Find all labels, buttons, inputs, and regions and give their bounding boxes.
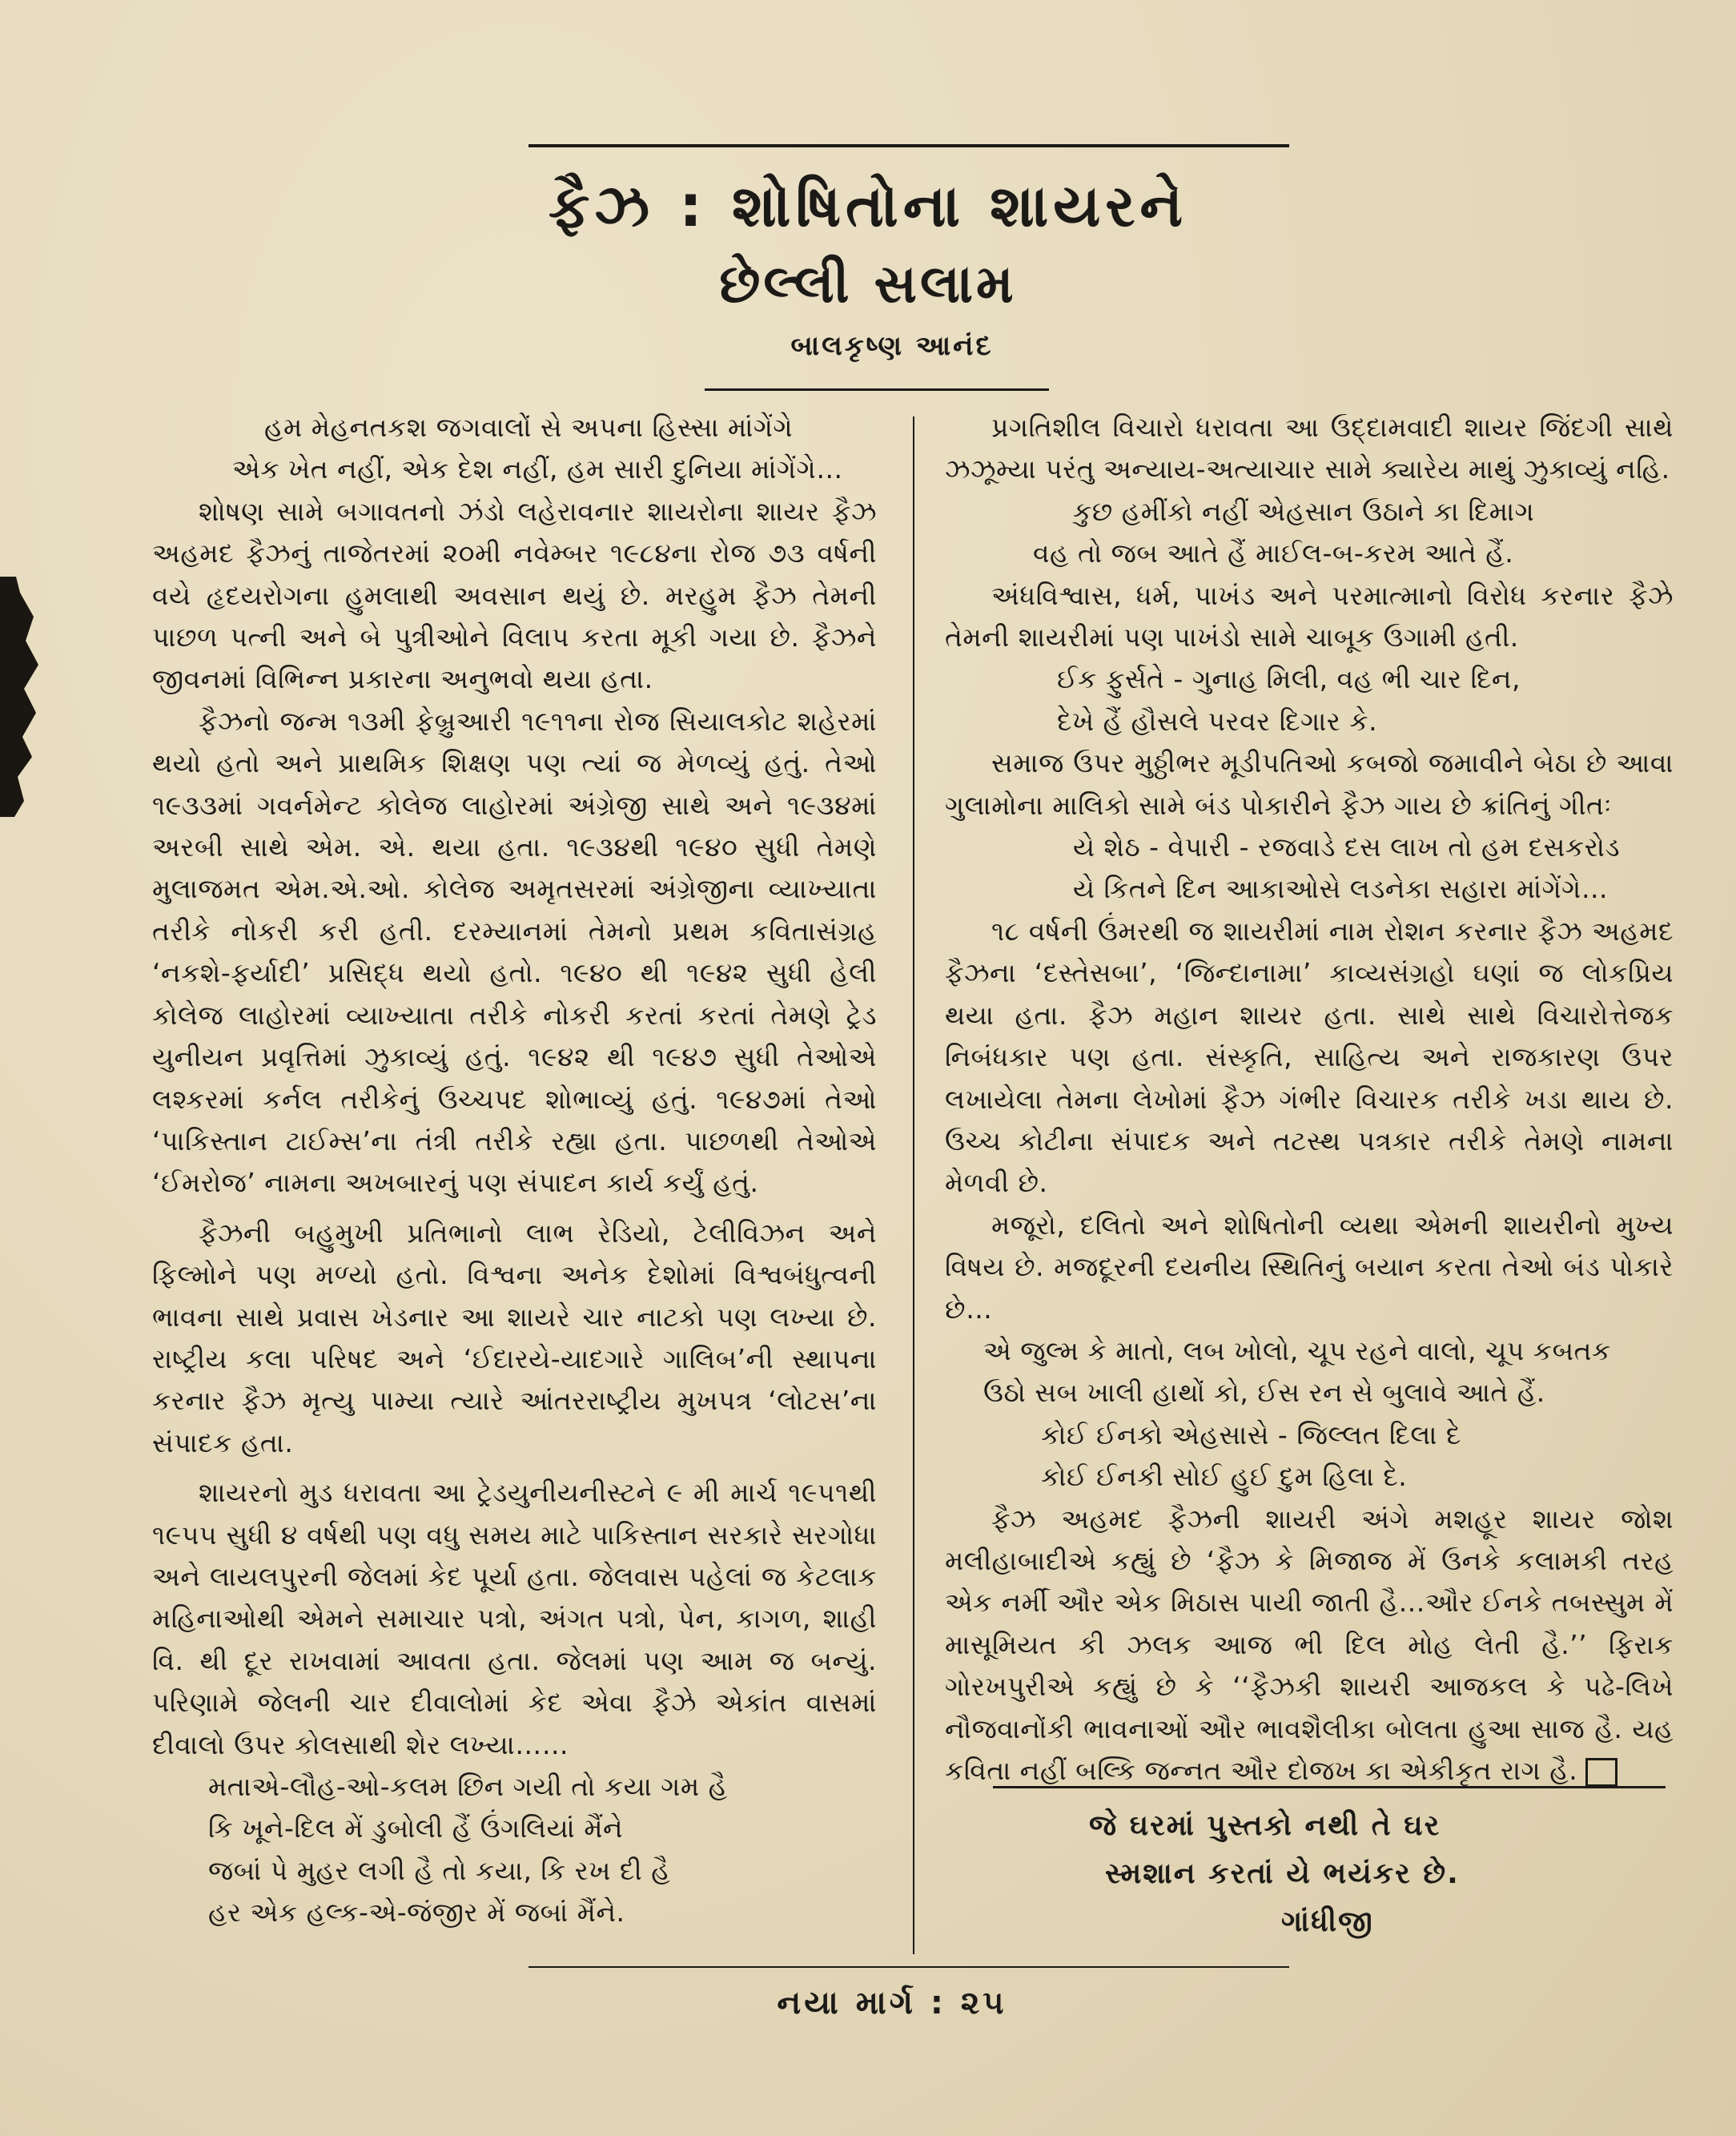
column-divider: [913, 416, 914, 1954]
quote-line: જે ઘરમાં પુસ્તકો નથી તે ઘર: [1089, 1809, 1441, 1842]
paragraph: મજૂરો, દલિતો અને શોષિતોની વ્યથા એમની શાયરીનો મુખ્ય વિષય છે. મજદૂરની દયનીય સ્થિતિનું બયાન કરતા તેઓ બંડ પોકારે છે…: [945, 1209, 1674, 1325]
verse-line: ઈક ફુર્સતે - ગુનાહ મિલી, વહ ભી ચાર દિન,: [1057, 663, 1521, 695]
torn-page-edge: [0, 577, 56, 817]
author-rule: [705, 388, 1049, 391]
verse-line: મતાએ-લૌહ-ઓ-કલમ છિન ગયી તો કયા ગમ હૈ: [208, 1771, 728, 1802]
verse-line: એક ખેત નહીં, એક દેશ નહીં, હમ સારી દુનિયા માંગેંગે…: [232, 453, 843, 485]
paragraph: શોષણ સામે બગાવતનો ઝંડો લહેરાવનાર શાયરોના શાયર ફૈઝ અહમદ ફૈઝનું તાજેતરમાં ૨૦મી નવેમ્બર ૧૯૮૪ના રોજ ૭૩ વર્ષની વયે હૃદયરોગના હુમલાથી અવસાન થયું છે. મરહુમ ફૈઝ તેમની પાછળ પત્ની અને બે પુત્રીઓને વિલાપ કરતા મૂકી ગયા છે. ફૈઝને જીવનમાં વિભિન્ન પ્રકારના અનુભવો થયા હતા.: [152, 495, 877, 695]
article-title-line1: ફૈઝ : શોષિતોના શાયરને: [548, 172, 1188, 239]
paragraph: ફૈઝનો જન્મ ૧૩મી ફેબ્રુઆરી ૧૯૧૧ના રોજ સિયાલકોટ શહેરમાં થયો હતો અને પ્રાથમિક શિક્ષણ પણ ત્યાં જ મેળવ્યું હતું. તેઓ ૧૯૩૩માં ગવર્નમેન્ટ કોલેજ લાહોરમાં અંગ્રેજી સાથે અને ૧૯૩૪માં અરબી સાથે એમ. એ. થયા હતા. ૧૯૩૪થી ૧૯૪૦ સુધી તેમણે મુલાજમત એમ.એ.ઓ. કોલેજ અમૃતસરમાં અંગ્રેજીના વ્યાખ્યાતા તરીકે નોકરી કરી હતી. દરમ્યાનમાં તેમનો પ્રથમ કવિતાસંગ્રહ ‘નકશે-ફર્યાદી’ પ્રસિદ્ધ થયો હતો. ૧૯૪૦ થી ૧૯૪૨ સુધી હેલી કોલેજ લાહોરમાં વ્યાખ્યાતા તરીકે નોકરી કરતાં કરતાં તેમણે ટ્રેડ યુનીયન પ્રવૃત્તિમાં ઝુકાવ્યું હતું. ૧૯૪૨ થી ૧૯૪૭ સુધી તેઓએ લશ્કરમાં કર્નલ તરીકેનું ઉચ્ચપદ શોભાવ્યું હતું. ૧૯૪૭માં તેઓ ‘પાકિસ્તાન ટાઈમ્સ’ના તંત્રી તરીકે રહ્યા હતા. પાછળથી તેઓએ ‘ઈમરોજ’ નામના અખબારનું પણ સંપાદન કાર્ય કર્યું હતું.: [152, 705, 877, 1199]
right-column: [945, 407, 1674, 1792]
footer-rule: [528, 1966, 1289, 1968]
paragraph-text: ફૈઝ અહમદ ફૈઝની શાયરી અંગે મશહૂર શાયર જોશ મલીહાબાદીએ કહ્યું છે ‘ફૈઝ કે મિજાજ મેં ઉનકે કલામકી તરહ એક નર્મી ઔર એક મિઠાસ પાયી જાતી હૈ…ઔર ઈનકે તબસ્સુમ મેં માસૂમિયત કી ઝલક આજ ભી દિલ મોહ લેતી હૈ.’’ ફિરાક ગોરખપુરીએ કહ્યું છે કે ‘‘ફૈઝકી શાયરી આજકલ કે પઢે-લિખે નૌજવાનોંકી ભાવનાઓં ઔર ભાવશૈલીકા બોલતા હુઆ સાજ હૈ. યહ કવિતા નહીં બલ્કિ જન્નત ઔર દોજખ કા એકીકૃત રાગ હૈ.: [945, 1502, 1674, 1786]
verse-line: કિ ખૂને-દિલ મેં ડુબોલી હૈં ઉંગલિયાં મૈંને: [208, 1812, 624, 1844]
article-title-line2: છેલ્લી સલામ: [719, 253, 1017, 315]
verse-line: ઉઠો સબ ખાલી હાથોં કો, ઈસ રન સે બુલાવે આતે હૈં.: [983, 1377, 1545, 1409]
verse-line: કુછ હમીંકો નહીં એહસાન ઉઠાને કા દિમાગ: [1073, 495, 1535, 527]
gandhi-quote-box: [1009, 1802, 1650, 1946]
paragraph: સમાજ ઉપર મુઠ્ઠીભર મૂડીપતિઓ કબજો જમાવીને બેઠા છે આવા ગુલામોના માલિકો સામે બંડ પોકારીને ફૈઝ ગાય છે ક્રાંતિનું ગીતઃ: [945, 747, 1674, 821]
verse-line: દેખે હૈં હૌસલે પરવર દિગાર કે.: [1057, 705, 1378, 737]
paragraph: ૧૮ વર્ષની ઉંમરથી જ શાયરીમાં નામ રોશન કરનાર ફૈઝ અહમદ ફૈઝના ‘દસ્તેસબા’, ‘જિન્દાનામા’ કાવ્યસંગ્રહો ઘણાં જ લોકપ્રિય થયા હતા. ફૈઝ મહાન શાયર હતા. સાથે સાથે વિચારોત્તેજક નિબંધકાર પણ હતા. સંસ્કૃતિ, સાહિત્ય અને રાજકારણ ઉપર લખાયેલા તેમના લેખોમાં ફૈઝ ગંભીર વિચારક તરીકે ખડા થાય છે. ઉચ્ચ કોટીના સંપાદક અને તટસ્થ પત્રકાર તરીકે તેમણે નામના મેળવી છે.: [945, 915, 1674, 1199]
verse-line: જબાં પે મુહર લગી હૈ તો કયા, કિ રખ દી હૈ: [208, 1854, 671, 1886]
article-end-mark: [1585, 1758, 1617, 1787]
page-footer: નયા માર્ગ : ૨૫: [777, 1985, 1007, 2021]
paragraph: શાયરનો મુડ ધરાવતા આ ટ્રેડયુનીયનીસ્ટને ૯ મી માર્ચ ૧૯૫૧થી ૧૯૫૫ સુધી ૪ વર્ષથી પણ વધુ સમય માટે પાકિસ્તાન સરકારે સરગોધા અને લાયલપુરની જેલમાં કેદ પૂર્યા હતા. જેલવાસ પહેલાં જ કેટલાક મહિનાઓથી એમને સમાચાર પત્રો, અંગત પત્રો, પેન, કાગળ, શાહી વિ. થી દૂર રાખવામાં આવતા હતા. જેલમાં પણ આમ જ બન્યું. પરિણામે જેલની ચાર દીવાલોમાં કેદ એવા ફૈઝે એકાંત વાસમાં દીવાલો ઉપર કોલસાથી શેર લખ્યા……: [152, 1477, 877, 1760]
quote-rule: [993, 1786, 1666, 1788]
paragraph: પ્રગતિશીલ વિચારો ધરાવતા આ ઉદ્દામવાદી શાયર જિંદગી સાથે ઝઝૂમ્યા પરંતુ અન્યાય-અત્યાચાર સામે ક્યારેય માથું ઝુકાવ્યું નહિ.: [945, 412, 1674, 485]
verse-line: યે શેઠ - વેપારી - રજવાડે દસ લાખ તો હમ દસકરોડ: [1073, 831, 1621, 863]
paragraph: અંધવિશ્વાસ, ધર્મ, પાખંડ અને પરમાત્માનો વિરોધ કરનાર ફૈઝે તેમની શાયરીમાં પણ પાખંડો સામે ચાબૂક ઉગામી હતી.: [945, 579, 1674, 654]
verse-line: કોઈ ઈનકી સોઈ હુઈ દુમ હિલા દે.: [1041, 1461, 1408, 1493]
paragraph: ફૈઝની બહુમુખી પ્રતિભાનો લાભ રેડિયો, ટેલીવિઝન અને ફિલ્મોને પણ મળ્યો હતો. વિશ્વના અનેક દેશોમાં વિશ્વબંધુત્વની ભાવના સાથે પ્રવાસ ખેડનાર આ શાયરે ચાર નાટકો પણ લખ્યા છે. રાષ્ટ્રીય કલા પરિષદ અને ‘ઈદારયે-યાદગારે ગાલિબ’ની સ્થાપના કરનાર ફૈઝ મૃત્યુ પામ્યા ત્યારે આંતરરાષ્ટ્રીય મુખપત્ર ‘લોટસ’ના સંપાદક હતા.: [152, 1217, 877, 1458]
left-column: [152, 407, 877, 1934]
top-rule: [528, 144, 1289, 147]
quote-line: સ્મશાન કરતાં યે ભયંકર છે.: [1105, 1857, 1460, 1890]
verse-line: હમ મેહનતકશ જગવાલોં સે અપના હિસ્સા માંગેંગે: [264, 412, 794, 443]
article-author: બાલકૃષ્ણ આનંદ: [790, 330, 994, 362]
verse-line: એ જુલ્મ કે માતો, લબ ખોલો, ચૂપ રહને વાલો, ચૂપ કબતક: [983, 1334, 1611, 1366]
verse-line: વહ તો જબ આતે હૈં માઈલ-બ-કરમ આતે હૈં.: [1033, 537, 1514, 569]
verse-line: યે કિતને દિન આકાઓસે લડનેકા સહારા માંગેંગે…: [1073, 873, 1609, 905]
verse-line: કોઈ ઈનકો એહસાસે - જિલ્લત દિલા દે: [1041, 1418, 1461, 1450]
verse-line: હર એક હલ્ક-એ-જંજીર મેં જબાં મૈંને.: [208, 1897, 625, 1929]
paragraph: [945, 1498, 1674, 1792]
quote-attribution: ગાંધીજી: [1281, 1905, 1374, 1938]
